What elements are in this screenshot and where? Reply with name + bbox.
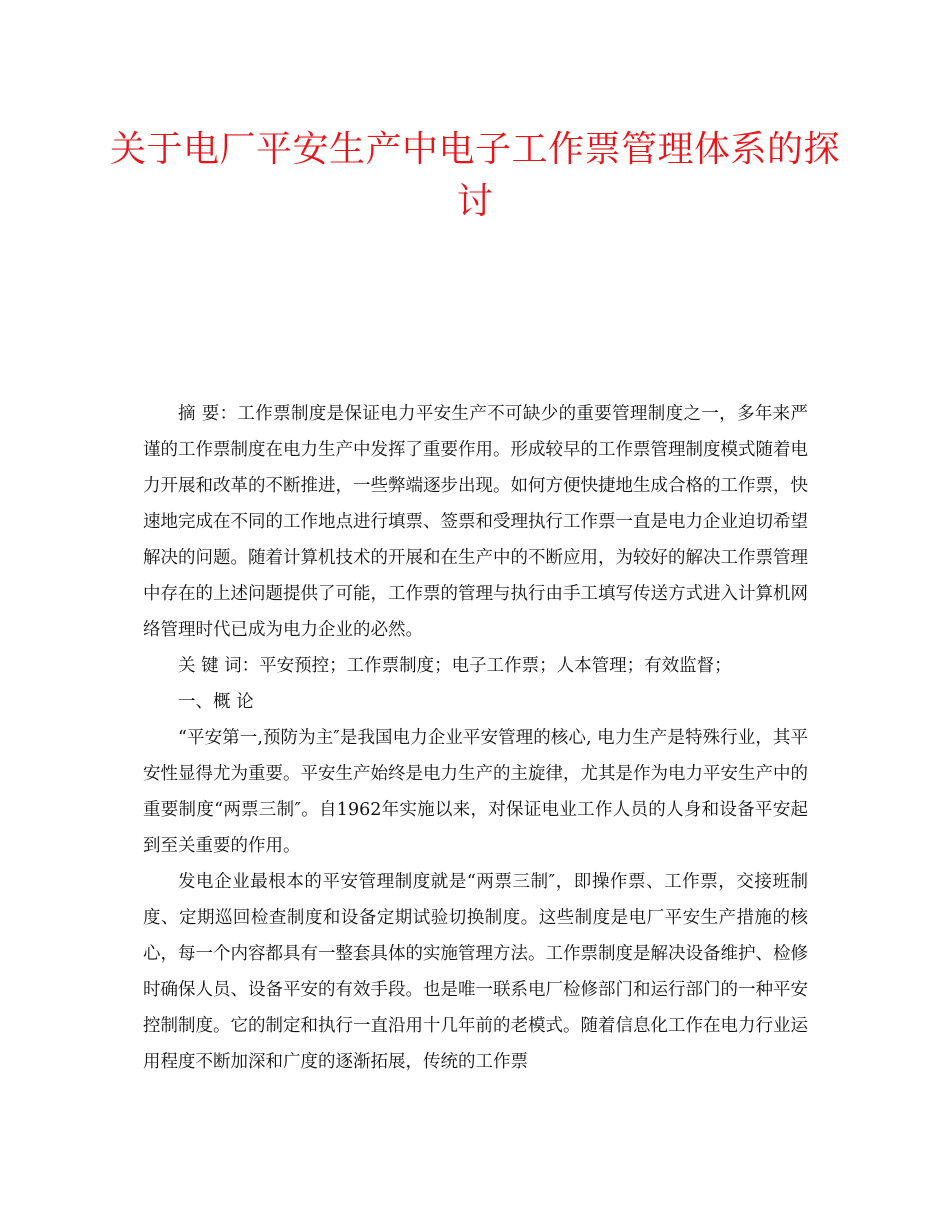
abstract-paragraph: 摘 要：工作票制度是保证电力平安生产不可缺少的重要管理制度之一，多年来严谨的工作票制度在电力生产中发挥了重要作用。形成较早的工作票管理制度模式随着电力开展和改革的不断推进，一些弊端逐步出现。如何方便快捷地生成合格的工作票，快速地完成在不同的工作地点进行填票、签票和受理执行工作票一直是电力企业迫切希望解决的问题。随着计算机技术的开展和在生产中的不断应用，为较好的解决工作票管理中存在的上述问题提供了可能，工作票的管理与执行由手工填写传送方式进入计算机网络管理时代已成为电力企业的必然。 bbox=[143, 404, 808, 640]
section-heading: 一、概 论 bbox=[178, 692, 254, 712]
document-title: 关于电厂平安生产中电子工作票管理体系的探讨 bbox=[109, 129, 840, 222]
body-paragraph: 发电企业最根本的平安管理制度就是“两票三制″，即操作票、工作票，交接班制度、定期巡回检查制度和设备定期试验切换制度。这些制度是电厂平安生产措施的核心，每一个内容都具有一整套具体的实施管理方法。工作票制度是解决设备维护、检修时确保人员、设备平安的有效手段。也是唯一联系电厂检修部门和运行部门的一种平安控制制度。它的制定和执行一直沿用十几年前的老模式。随着信息化工作在电力行业运用程度不断加深和广度的逐渐拓展，传统的工作票 bbox=[143, 872, 808, 1072]
document-body bbox=[143, 396, 808, 1080]
keywords-line: 关 键 词：平安预控；工作票制度；电子工作票；人本管理；有效监督； bbox=[178, 656, 732, 676]
body-paragraph: “平安第一,预防为主″是我国电力企业平安管理的核心, 电力生产是特殊行业，其平安性显得尤为重要。平安生产始终是电力生产的主旋律，尤其是作为电力平安生产中的重要制度“两票三制″。自1962年实施以来，对保证电业工作人员的人身和设备平安起到至关重要的作用。 bbox=[143, 728, 808, 856]
